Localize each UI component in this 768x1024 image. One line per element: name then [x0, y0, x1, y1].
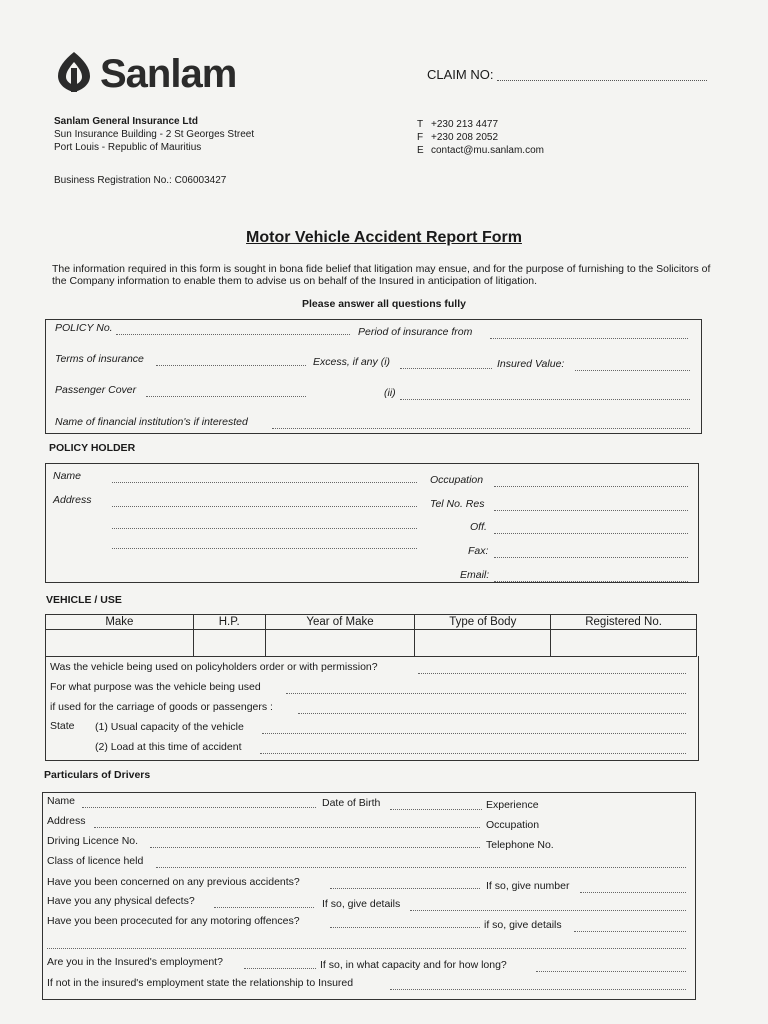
holder-off-label: Off. — [470, 521, 487, 533]
driver-telephone-label: Telephone No. — [486, 839, 554, 851]
excess-ii-label: (ii) — [384, 387, 396, 399]
policy-no-label: POLICY No. — [55, 322, 113, 334]
holder-email-field[interactable] — [494, 581, 688, 582]
address-line: Sun Insurance Building - 2 St Georges Street — [54, 129, 255, 140]
form-intro: The information required in this form is sought in bona fide belief that litigation may ensue, and for the purpose of furnishing to the Solicitors of the Company information to enable them to advise us on behalf of the Insured in anticipation of litigation. — [52, 263, 711, 287]
driver-prosecuted-label: Have you been procecuted for any motoring offences? — [47, 915, 300, 927]
holder-occupation-label: Occupation — [430, 474, 484, 486]
vehicle-s2-field[interactable] — [260, 753, 686, 754]
driver-employment-field[interactable] — [244, 968, 316, 969]
column-header: Make — [46, 615, 194, 630]
driver-if-number-label: If so, give number — [486, 880, 570, 892]
holder-name-label: Name — [53, 470, 82, 482]
driver-licence-label: Driving Licence No. — [47, 835, 139, 847]
driver-prosecuted-field[interactable] — [330, 927, 480, 928]
driver-if-details1-label: If so, give details — [322, 898, 401, 910]
holder-address-label: Address — [53, 494, 92, 506]
form-title: Motor Vehicle Accident Report Form — [246, 229, 522, 246]
claim-number-field[interactable] — [497, 80, 707, 81]
excess-ii-field[interactable] — [400, 399, 690, 400]
driver-address-label: Address — [47, 815, 86, 827]
vehicle-heading: VEHICLE / USE — [46, 594, 122, 606]
business-registration: Business Registration No.: C06003427 — [54, 175, 227, 186]
insured-value-label: Insured Value: — [497, 358, 565, 370]
holder-name-field[interactable] — [112, 482, 417, 483]
contact-fax: F +230 208 2052 — [417, 132, 499, 143]
column-header: Type of Body — [415, 615, 551, 630]
driver-defects-field[interactable] — [214, 907, 314, 908]
driver-dob-field[interactable] — [390, 809, 482, 810]
policy-no-field[interactable] — [116, 334, 350, 335]
vehicle-q1-field[interactable] — [418, 673, 686, 674]
holder-occupation-field[interactable] — [494, 486, 688, 487]
driver-class-label: Class of licence held — [47, 855, 144, 867]
state-label: State — [50, 720, 75, 732]
passenger-label: Passenger Cover — [55, 384, 137, 396]
excess-label: Excess, if any (i) — [313, 356, 391, 368]
holder-address-field[interactable] — [112, 548, 417, 549]
holder-address-field[interactable] — [112, 528, 417, 529]
passenger-field[interactable] — [146, 396, 306, 397]
driver-dob-label: Date of Birth — [322, 797, 381, 809]
contact-block — [417, 118, 544, 157]
driver-name-label: Name — [47, 795, 76, 807]
company-name: Sanlam General Insurance Ltd — [54, 116, 198, 127]
drivers-heading: Particulars of Drivers — [44, 769, 151, 781]
column-header: Registered No. — [551, 615, 697, 630]
vehicle-q2-label: For what purpose was the vehicle being used — [50, 681, 261, 693]
driver-capacity-field[interactable] — [536, 971, 686, 972]
terms-label: Terms of insurance — [55, 353, 144, 365]
period-field[interactable] — [490, 338, 688, 339]
driver-prev-acc-label: Have you been concerned on any previous accidents? — [47, 876, 300, 888]
hp-cell[interactable] — [193, 630, 265, 657]
column-header: Year of Make — [265, 615, 415, 630]
holder-tel-field[interactable] — [494, 510, 688, 511]
vehicle-s2-label: (2) Load at this time of accident — [95, 741, 242, 753]
driver-licence-field[interactable] — [150, 847, 480, 848]
holder-off-field[interactable] — [494, 533, 688, 534]
driver-defects-label: Have you any physical defects? — [47, 895, 195, 907]
vehicle-s1-label: (1) Usual capacity of the vehicle — [95, 721, 244, 733]
driver-employment-label: Are you in the Insured's employment? — [47, 956, 223, 968]
contact-email: E contact@mu.sanlam.com — [417, 145, 544, 156]
terms-field[interactable] — [156, 365, 306, 366]
company-address — [54, 115, 254, 154]
excess-field[interactable] — [400, 368, 492, 369]
driver-prev-acc-field[interactable] — [330, 888, 480, 889]
holder-address-field[interactable] — [112, 506, 417, 507]
driver-if-details2-field[interactable] — [574, 931, 686, 932]
driver-name-field[interactable] — [82, 807, 316, 808]
answer-note: Please answer all questions fully — [302, 298, 466, 310]
driver-capacity-label: If so, in what capacity and for how long? — [320, 959, 507, 971]
driver-if-details2-label: if so, give details — [484, 919, 562, 931]
driver-relationship-label: If not in the insured's employment state the relationship to Insured — [47, 977, 354, 989]
holder-tel-label: Tel No. Res — [430, 498, 485, 510]
financial-label: Name of financial institution's if interested — [55, 416, 248, 428]
financial-field[interactable] — [272, 428, 690, 429]
driver-if-details1-field[interactable] — [410, 910, 686, 911]
registered-cell[interactable] — [551, 630, 697, 657]
body-cell[interactable] — [415, 630, 551, 657]
driver-experience-label: Experience — [486, 799, 539, 811]
policy-holder-box — [45, 463, 699, 583]
driver-relationship-field[interactable] — [390, 989, 686, 990]
driver-if-number-field[interactable] — [580, 892, 686, 893]
driver-details-field[interactable] — [47, 948, 686, 949]
vehicle-q1-label: Was the vehicle being used on policyholders order or with permission? — [50, 661, 378, 673]
driver-address-field[interactable] — [94, 827, 480, 828]
insured-value-field[interactable] — [575, 370, 690, 371]
driver-class-field[interactable] — [156, 867, 686, 868]
make-cell[interactable] — [46, 630, 194, 657]
vehicle-q3-field[interactable] — [298, 713, 686, 714]
driver-occupation-label: Occupation — [486, 819, 540, 831]
period-label: Period of insurance from — [358, 326, 473, 338]
claim-label: CLAIM NO: — [427, 67, 494, 82]
brand-name: Sanlam — [100, 52, 237, 96]
sanlam-logo-icon — [54, 50, 94, 94]
vehicle-q2-field[interactable] — [286, 693, 686, 694]
policy-holder-heading: POLICY HOLDER — [49, 442, 136, 454]
vehicle-q3-label: if used for the carriage of goods or passengers : — [50, 701, 273, 713]
holder-fax-label: Fax: — [468, 545, 489, 557]
contact-phone: T +230 213 4477 — [417, 119, 499, 130]
vehicle-table — [45, 614, 697, 657]
column-header: H.P. — [193, 615, 265, 630]
address-line: Port Louis - Republic of Mauritius — [54, 142, 202, 153]
holder-fax-field[interactable] — [494, 557, 688, 558]
vehicle-s1-field[interactable] — [262, 733, 686, 734]
holder-email-label: Email: — [460, 569, 490, 581]
year-cell[interactable] — [265, 630, 415, 657]
